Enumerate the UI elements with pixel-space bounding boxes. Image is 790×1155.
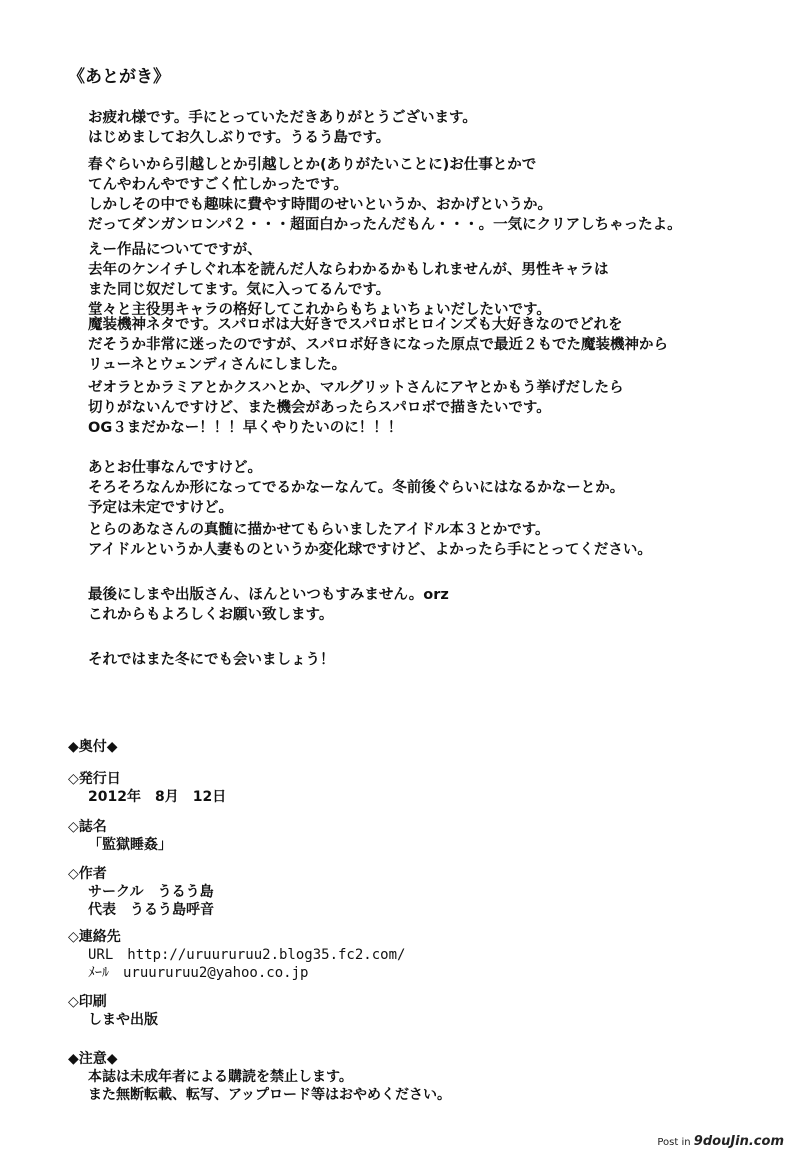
text-line: 堂々と主役男キャラの格好してこれからもちょいちょいだしたいです。 xyxy=(88,302,551,318)
mail-value: ﾒｰﾙ uruururuu2@yahoo.co.jp xyxy=(88,965,309,981)
text-line: ゼオラとかラミアとかクスハとか、マルグリットさんにアヤとかもう挙げだしたら xyxy=(88,380,624,396)
text-line: 最後にしまや出版さん、ほんといつもすみません。orz xyxy=(88,587,449,603)
text-line: 春ぐらいから引越しとか引越しとか(ありがたいことに)お仕事とかで xyxy=(88,157,537,173)
text-line: アイドルというか人妻ものというか変化球ですけど、よかったら手にとってください。 xyxy=(88,542,652,558)
print-value: しまや出版 xyxy=(88,1012,158,1028)
text-line: また同じ奴だしてます。気に入ってるんです。 xyxy=(88,282,391,298)
afterword-paragraph xyxy=(88,585,449,625)
contact-label: ◇連絡先 xyxy=(68,929,121,945)
text-line: あとお仕事なんですけど。 xyxy=(88,460,262,476)
colophon-notice xyxy=(68,1050,451,1104)
text-line: 去年のケンイチしぐれ本を読んだ人ならわかるかもしれませんが、男性キャラは xyxy=(88,262,609,278)
notice-label: ◆注意◆ xyxy=(68,1051,118,1067)
text-line: 魔装機神ネタです。スパロボは大好きでスパロボヒロインズも大好きなのでどれを xyxy=(88,317,623,333)
afterword-title: 《あとがき》 xyxy=(68,67,170,87)
text-line: そろそろなんか形になってでるかなーなんて。冬前後ぐらいにはなるかなーとか。 xyxy=(88,480,625,496)
afterword-paragraph xyxy=(88,108,477,148)
text-line: えー作品についてですが、 xyxy=(88,242,262,258)
representative-value: 代表 うるう島呼音 xyxy=(88,902,214,918)
text-line: しかしその中でも趣味に費やす時間のせいというか、おかげというか。 xyxy=(88,197,552,213)
afterword-paragraph xyxy=(88,155,682,235)
notice-line: また無断転載、転写、アップロード等はおやめください。 xyxy=(88,1087,452,1103)
notice-line: 本誌は未成年者による購読を禁止します。 xyxy=(88,1069,353,1085)
text-line: 切りがないんですけど、また機会があったらスパロボで描きたいです。 xyxy=(88,400,551,416)
text-line: 予定は未定ですけど。 xyxy=(88,500,233,516)
afterword-paragraph xyxy=(88,458,624,518)
text-line: はじめましてお久しぶりです。うるう島です。 xyxy=(88,130,391,146)
title-value: 「監獄睡姦」 xyxy=(88,837,172,853)
text-line: OG３まだかなー！！！早くやりたいのに！！！ xyxy=(88,420,403,436)
text-line: それではまた冬にでも会いましょう！ xyxy=(88,652,335,668)
text-line: リューネとウェンディさんにしました。 xyxy=(88,357,347,373)
release-label: ◇発行日 xyxy=(68,771,121,787)
afterword-paragraph xyxy=(88,520,652,560)
colophon-printer xyxy=(68,993,158,1029)
afterword-paragraph xyxy=(88,650,335,670)
title-label: ◇誌名 xyxy=(68,819,107,835)
url-value: URL http://uruururuu2.blog35.fc2.com/ xyxy=(88,947,406,963)
colophon-contact xyxy=(68,928,405,982)
text-line: これからもよろしくお願い致します。 xyxy=(88,607,334,623)
watermark-prefix: Post in xyxy=(657,1137,691,1148)
colophon-title xyxy=(68,818,172,854)
text-line: お疲れ様です。手にとっていただきありがとうございます。 xyxy=(88,110,477,126)
afterword-paragraph xyxy=(88,240,609,320)
author-label: ◇作者 xyxy=(68,866,107,882)
text-line: だってダンガンロンパ２・・・超面白かったんだもん・・・。一気にクリアしちゃったよ。 xyxy=(88,217,682,233)
text-line: とらのあなさんの真髄に描かせてもらいましたアイドル本３とかです。 xyxy=(88,522,550,538)
colophon-author xyxy=(68,865,214,919)
text-line: だそうか非常に迷ったのですが、スパロボ好きになった原点で最近２もでた魔装機神から xyxy=(88,337,668,353)
release-value: 2012年 8月 12日 xyxy=(88,789,227,805)
afterword-paragraph xyxy=(88,315,668,375)
colophon-release-date xyxy=(68,770,226,806)
circle-value: サークル うるう島 xyxy=(88,884,214,900)
watermark-brand: 9douJin.com xyxy=(693,1134,784,1149)
text-line: てんやわんやですごく忙しかったです。 xyxy=(88,177,348,193)
afterword-paragraph xyxy=(88,378,623,438)
colophon-header: ◆奥付◆ xyxy=(68,739,118,755)
watermark xyxy=(657,1134,784,1149)
print-label: ◇印刷 xyxy=(68,994,107,1010)
